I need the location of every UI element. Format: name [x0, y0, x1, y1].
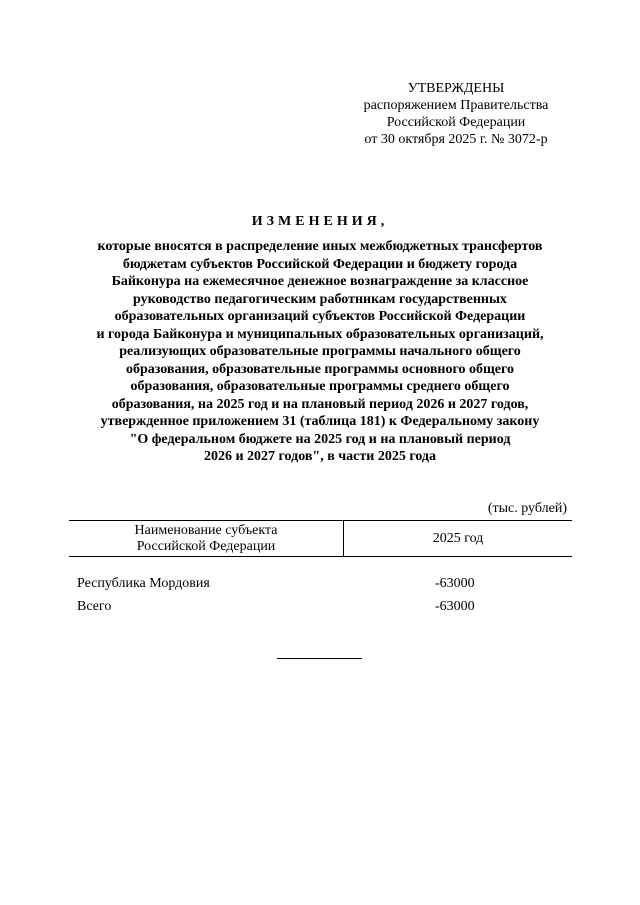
subtitle-line: образовательных организаций субъектов Российской Федерации [114, 309, 526, 324]
subtitle-line: бюджетам субъектов Российской Федерации и бюджету города [122, 256, 518, 272]
subtitle-line: которые вносятся в распределение иных межбюджетных трансфертов [97, 239, 543, 254]
row-subject-name: Республика Мордовия [77, 576, 210, 591]
subtitle-line: реализующих образовательные программы начального общего [119, 344, 521, 359]
header-subject-line2: Российской Федерации [136, 538, 276, 554]
row-total-value: -63000 [435, 599, 475, 614]
approval-line-date: от 30 октября 2025 г. № 3072-р [364, 132, 548, 147]
approval-block [340, 80, 572, 148]
subtitle-line: и города Байконура и муниципальных образовательных организаций, [96, 326, 544, 342]
document-subtitle [0, 238, 640, 466]
row-total-label: Всего [77, 599, 112, 614]
table-row [69, 575, 572, 598]
row-value: -63000 [435, 576, 475, 591]
approval-line-order: распоряжением Правительства [363, 98, 549, 113]
transfers-table [69, 520, 572, 614]
table-header [69, 520, 572, 557]
subtitle-line: утвержденное приложением 31 (таблица 181) к Федеральному закону [100, 414, 540, 429]
subtitle-line: образования, образовательные программы основного общего [125, 361, 515, 377]
document-title: ИЗМЕНЕНИЯ, [251, 214, 389, 229]
header-year: 2025 год [432, 530, 484, 546]
subtitle-line: образования, на 2025 год и на плановый период 2026 и 2027 годов, [111, 396, 529, 412]
header-subject-name [69, 521, 344, 556]
header-subject-line1: Наименование субъекта [134, 522, 278, 538]
unit-label: (тыс. рублей) [487, 501, 567, 516]
end-divider [277, 658, 362, 659]
approval-heading: УТВЕРЖДЕНЫ [407, 81, 505, 96]
subtitle-line: образования, образовательные программы среднего общего [130, 379, 510, 394]
subtitle-line: руководство педагогическим работникам государственных [133, 291, 507, 307]
subtitle-line: Байконура на ежемесячное денежное вознаграждение за классное [111, 274, 529, 289]
subtitle-line: 2026 и 2027 годов", в части 2025 года [203, 449, 437, 464]
table-row-total [69, 598, 572, 621]
approval-line-government: Российской Федерации [386, 115, 526, 130]
subtitle-line: "О федеральном бюджете на 2025 год и на плановый период [129, 431, 511, 447]
table-body [69, 575, 572, 621]
